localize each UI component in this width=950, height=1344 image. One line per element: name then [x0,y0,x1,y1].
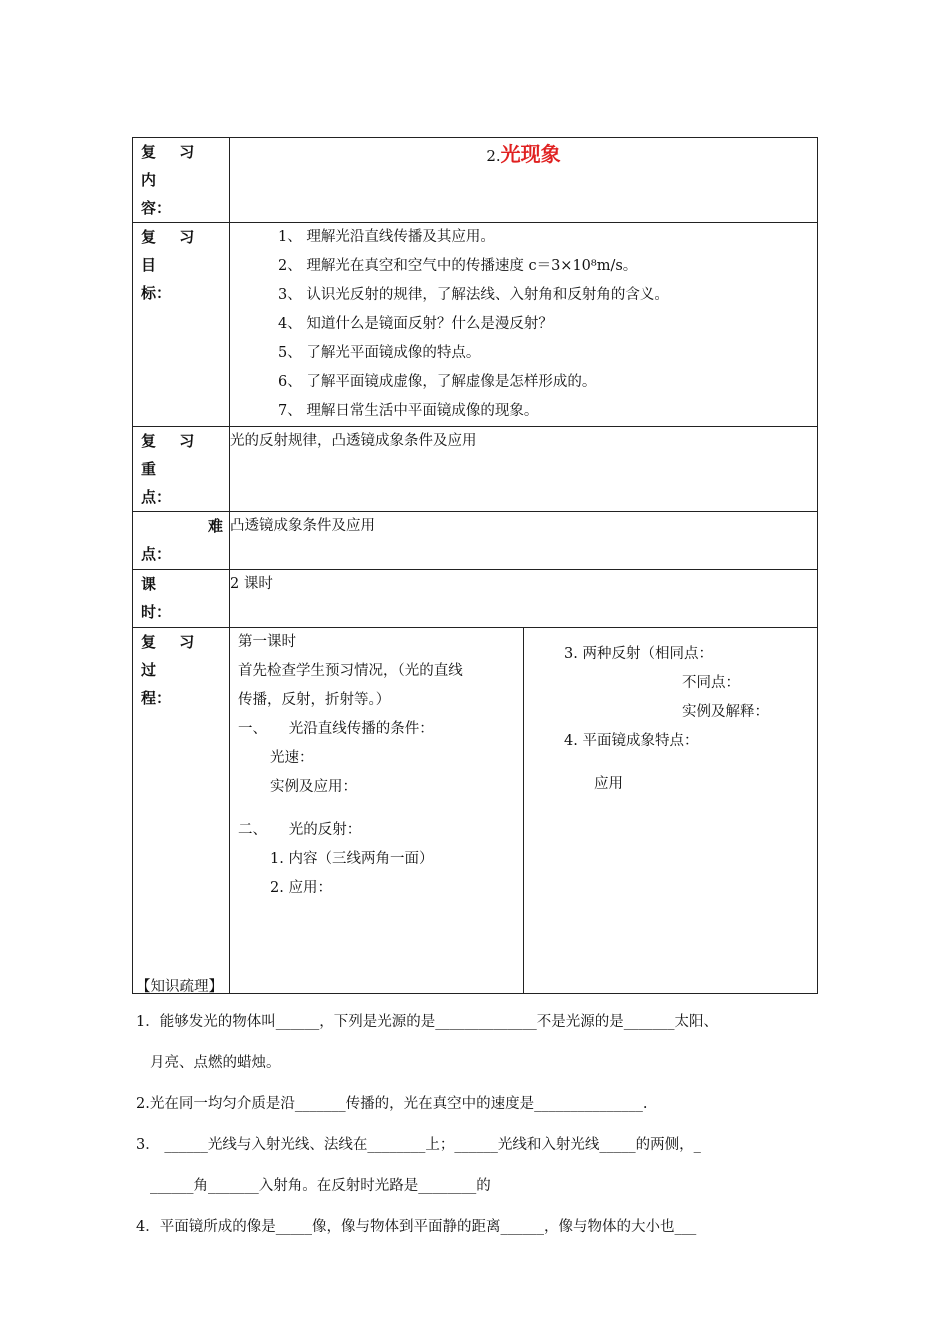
process-left [230,628,523,903]
process-line: 1. 内容（三线两角一面） [270,851,434,867]
process-line: 4. 平面镜成象特点： [564,733,699,749]
title-prefix: 2. [486,147,501,165]
goal-item: 1、 理解光沿直线传播及其应用。 [278,229,495,245]
process-line: 实例及应用： [270,779,357,795]
label-hours-line1: 课 [141,575,157,593]
row-hours [133,570,818,628]
label-process-line2: 程： [141,689,172,707]
hours-text: 2 课时 [230,570,818,628]
label-key-points [133,427,230,512]
knowledge-line: 2.光在同一均匀介质是沿_______传播的，光在真空中的速度是_______________. [136,1096,648,1112]
row-content [133,138,818,223]
process-right [524,628,817,799]
process-line: 实例及解释： [682,704,769,720]
knowledge-line: 月亮、点燃的蜡烛。 [150,1055,281,1071]
goal-item: 4、 知道什么是镜面反射？什么是漫反射？ [278,316,553,332]
row-difficult [133,512,818,570]
row-key-points [133,427,818,512]
label-content-line2: 容： [141,199,172,217]
label-goals-line2: 标： [141,284,172,302]
content-cell [230,138,818,223]
label-content-line1: 复 习 内 [141,143,204,189]
process-line: 不同点： [682,675,740,691]
process-line: 二、 光的反射： [238,822,362,838]
goals-cell [230,223,818,427]
label-content [133,138,230,223]
label-goals-line1: 复 习 目 [141,228,204,274]
process-line: 光速： [270,750,314,766]
process-line: 一、 光沿直线传播的条件： [238,721,434,737]
label-process-line1: 复 习 过 [141,633,204,679]
label-goals [133,223,230,427]
knowledge-line: ______角_______入射角。在反射时光路是________的 [150,1178,491,1194]
knowledge-line: 4．平面镜所成的像是_____像，像与物体到平面静的距离______，像与物体的大小也___ [136,1219,697,1235]
goal-item: 3、 认识光反射的规律，了解法线、入射角和反射角的含义。 [278,287,669,303]
difficult-text: 凸透镜成象条件及应用 [230,512,818,570]
knowledge-heading: 【知识疏理】 [136,979,223,995]
row-process [133,628,818,994]
process-line: 首先检查学生预习情况，（光的直线 [238,663,463,679]
label-difficult-line1: 难 [207,517,223,535]
goal-item: 5、 了解光平面镜成像的特点。 [278,345,481,361]
process-line: 3. 两种反射（相同点： [564,646,713,662]
goal-item: 2、 理解光在真空和空气中的传播速度 c＝3×10⁸m/s。 [278,258,638,274]
key-points-text: 光的反射规律，凸透镜成象条件及应用 [230,427,818,512]
process-line: 应用 [594,776,623,792]
goal-item: 7、 理解日常生活中平面镜成像的现象。 [278,403,539,419]
label-key-points-line2: 点： [141,488,172,506]
label-difficult [133,512,230,570]
page-title [230,138,817,170]
label-key-points-line1: 复 习 重 [141,432,204,478]
knowledge-line: 3． ______光线与入射光线、法线在________上；______光线和入射光线_____的两侧，_ [136,1137,701,1153]
process-line: 2. 应用： [270,880,332,896]
process-line: 传播，反射，折射等。） [238,692,391,708]
review-table [132,137,818,994]
knowledge-section [136,976,816,1256]
knowledge-line: 1．能够发光的物体叫______，下列是光源的是______________不是光源的是_______太阳、 [136,1014,718,1030]
label-hours-line2: 时： [141,603,172,621]
label-difficult-line2: 点： [141,545,172,563]
process-line: 第一课时 [238,634,296,650]
process-right-cell [524,628,818,994]
goals-list [230,223,817,426]
label-process [133,628,230,994]
process-left-cell [230,628,524,994]
title-main: 光现象 [500,142,561,166]
label-hours [133,570,230,628]
row-goals [133,223,818,427]
goal-item: 6、 了解平面镜成虚像，了解虚像是怎样形成的。 [278,374,597,390]
